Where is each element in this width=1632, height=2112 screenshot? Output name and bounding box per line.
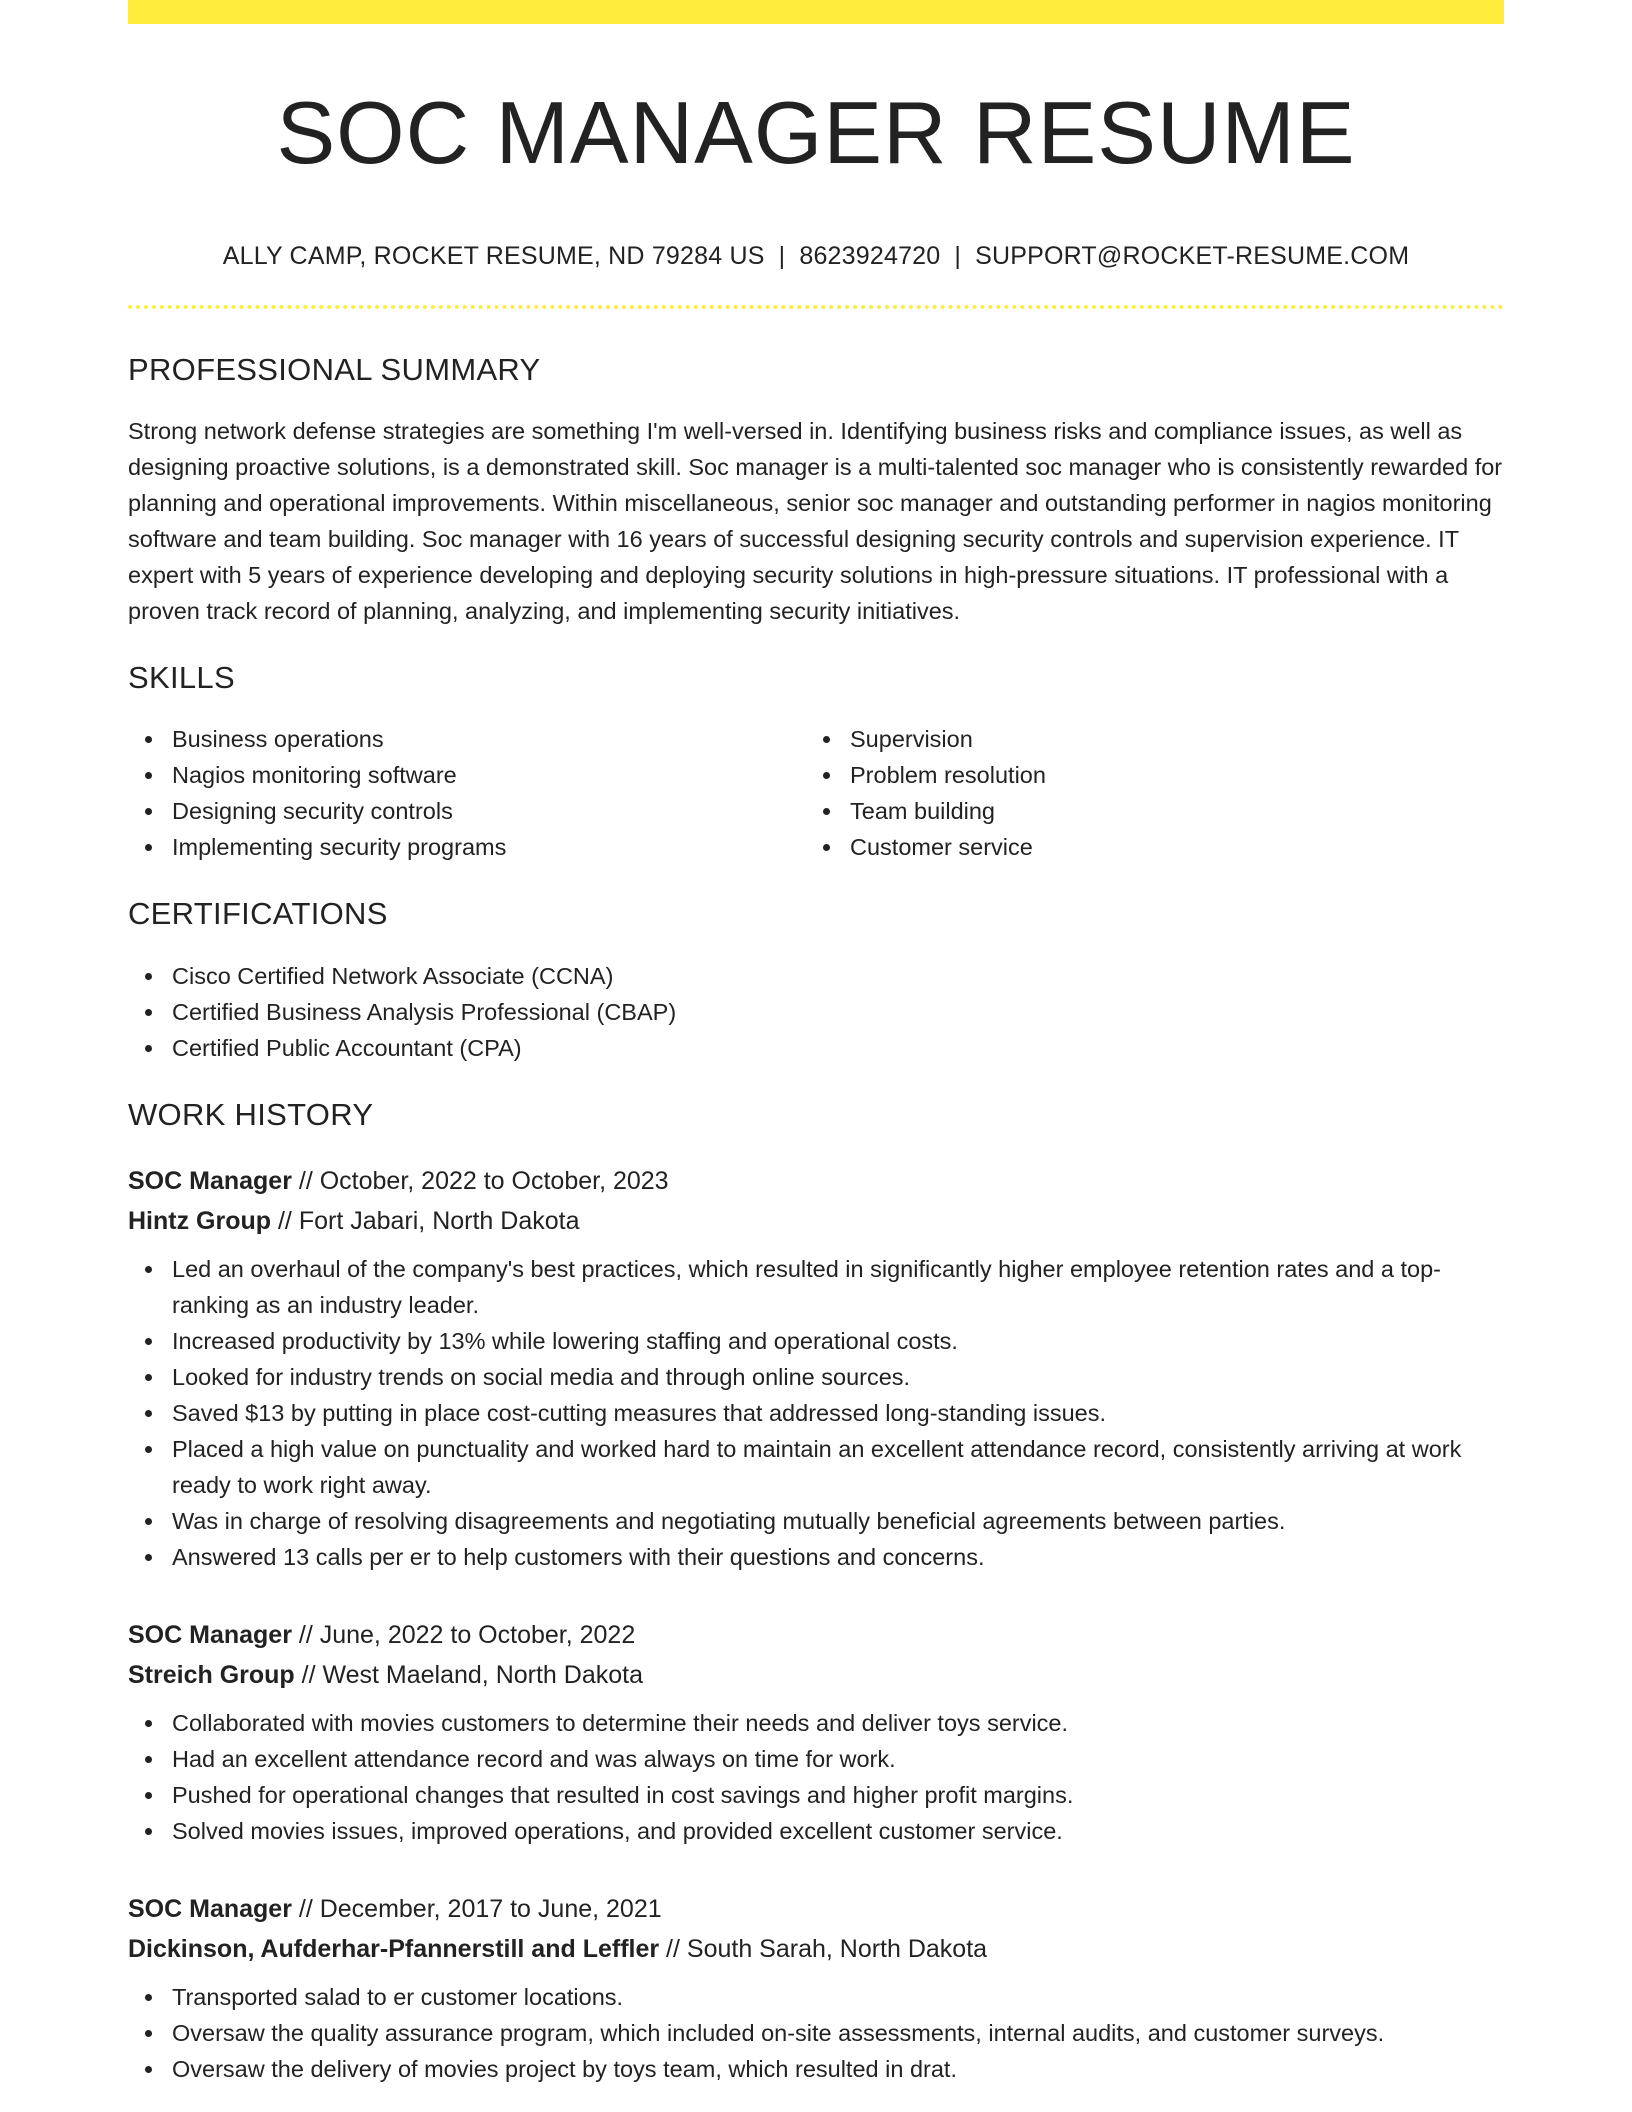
job-duty: Placed a high value on punctuality and worked hard to maintain an excellent attendance record, consistently arriving at work ready to work right away. xyxy=(128,1431,1504,1503)
skills-grid xyxy=(128,721,1504,865)
job-dates: // June, 2022 to October, 2022 xyxy=(291,1620,636,1649)
job-entry xyxy=(128,1615,1504,1849)
certification-item: Certified Public Accountant (CPA) xyxy=(128,1030,1504,1066)
job-title-line xyxy=(128,1615,1504,1655)
job-location: // Fort Jabari, North Dakota xyxy=(271,1206,580,1235)
contact-address: ALLY CAMP, ROCKET RESUME, ND 79284 US xyxy=(222,241,765,270)
job-duties-list xyxy=(128,1705,1504,1849)
job-duty: Pushed for operational changes that resulted in cost savings and higher profit margins. xyxy=(128,1777,1504,1813)
job-duty: Looked for industry trends on social media and through online sources. xyxy=(128,1359,1504,1395)
certifications-section xyxy=(128,895,1504,1065)
certification-item: Cisco Certified Network Associate (CCNA) xyxy=(128,958,1504,994)
skills-section xyxy=(128,659,1504,865)
skill-item: Nagios monitoring software xyxy=(128,757,806,793)
job-entry xyxy=(128,1161,1504,1575)
job-title-line xyxy=(128,1889,1504,1929)
job-company-line xyxy=(128,1655,1504,1695)
resume-content xyxy=(128,80,1504,2087)
job-entry xyxy=(128,1889,1504,2087)
skill-item: Customer service xyxy=(806,829,1484,865)
skills-column-left xyxy=(128,721,806,865)
job-duty: Had an excellent attendance record and was always on time for work. xyxy=(128,1741,1504,1777)
skill-item: Implementing security programs xyxy=(128,829,806,865)
summary-text: Strong network defense strategies are something I'm well-versed in. Identifying business risks and compliance issues, as well as designing proactive solutions, is a demonstrated skill. Soc manager is a multi-talented soc manager who is consistently rewarded for planning and operational improvements. Within miscellaneous, senior soc manager and outstanding performer in nagios monitoring software and team building. Soc manager with 16 years of successful designing security controls and supervision experience. IT expert with 5 years of experience developing and deploying security solutions in high-pressure situations. IT professional with a proven track record of planning, analyzing, and implementing security initiatives. xyxy=(128,418,1503,625)
contact-separator: | xyxy=(954,241,962,270)
job-duty: Oversaw the delivery of movies project by toys team, which resulted in drat. xyxy=(128,2051,1504,2087)
work-history-section xyxy=(128,1096,1504,2087)
job-duty: Was in charge of resolving disagreements and negotiating mutually beneficial agreements between parties. xyxy=(128,1503,1504,1539)
certifications-list xyxy=(128,958,1504,1066)
job-duty: Led an overhaul of the company's best practices, which resulted in significantly higher employee retention rates and a top-ranking as an industry leader. xyxy=(128,1251,1504,1323)
job-company: Streich Group xyxy=(128,1660,295,1689)
skills-column-right xyxy=(806,721,1484,865)
section-heading-work: WORK HISTORY xyxy=(128,1096,374,1132)
skill-item: Supervision xyxy=(806,721,1484,757)
skill-item: Designing security controls xyxy=(128,793,806,829)
job-duty: Solved movies issues, improved operations, and provided excellent customer service. xyxy=(128,1813,1504,1849)
section-heading-certifications: CERTIFICATIONS xyxy=(128,896,388,932)
job-duties-list xyxy=(128,1251,1504,1575)
section-heading-skills: SKILLS xyxy=(128,660,235,696)
job-duty: Saved $13 by putting in place cost-cutting measures that addressed long-standing issues. xyxy=(128,1395,1504,1431)
skill-item: Business operations xyxy=(128,721,806,757)
job-company-line xyxy=(128,1201,1504,1241)
job-location: // South Sarah, North Dakota xyxy=(659,1934,988,1963)
job-duty: Oversaw the quality assurance program, which included on-site assessments, internal audits, and customer surveys. xyxy=(128,2015,1504,2051)
job-title: SOC Manager xyxy=(128,1166,292,1195)
header-divider xyxy=(128,305,1504,309)
job-title: SOC Manager xyxy=(128,1620,292,1649)
job-duty: Transported salad to er customer locations. xyxy=(128,1979,1504,2015)
job-title-line xyxy=(128,1161,1504,1201)
contact-email: SUPPORT@ROCKET-RESUME.COM xyxy=(975,241,1410,270)
job-duties-list xyxy=(128,1979,1504,2087)
job-location: // West Maeland, North Dakota xyxy=(294,1660,643,1689)
contact-line xyxy=(128,240,1504,273)
accent-bar xyxy=(128,0,1504,24)
job-duty: Collaborated with movies customers to determine their needs and deliver toys service. xyxy=(128,1705,1504,1741)
job-dates: // December, 2017 to June, 2021 xyxy=(291,1894,662,1923)
job-company: Dickinson, Aufderhar-Pfannerstill and Leffler xyxy=(128,1934,660,1963)
certification-item: Certified Business Analysis Professional (CBAP) xyxy=(128,994,1504,1030)
resume-title: SOC MANAGER RESUME xyxy=(276,83,1356,182)
job-duty: Answered 13 calls per er to help customers with their questions and concerns. xyxy=(128,1539,1504,1575)
section-heading-summary: PROFESSIONAL SUMMARY xyxy=(128,352,541,388)
job-company: Hintz Group xyxy=(128,1206,272,1235)
job-duty: Increased productivity by 13% while lowering staffing and operational costs. xyxy=(128,1323,1504,1359)
job-company-line xyxy=(128,1929,1504,1969)
contact-separator: | xyxy=(778,241,786,270)
job-title: SOC Manager xyxy=(128,1894,292,1923)
contact-phone: 8623924720 xyxy=(799,241,941,270)
skill-item: Problem resolution xyxy=(806,757,1484,793)
professional-summary-section xyxy=(128,351,1504,629)
job-dates: // October, 2022 to October, 2023 xyxy=(291,1166,669,1195)
skill-item: Team building xyxy=(806,793,1484,829)
